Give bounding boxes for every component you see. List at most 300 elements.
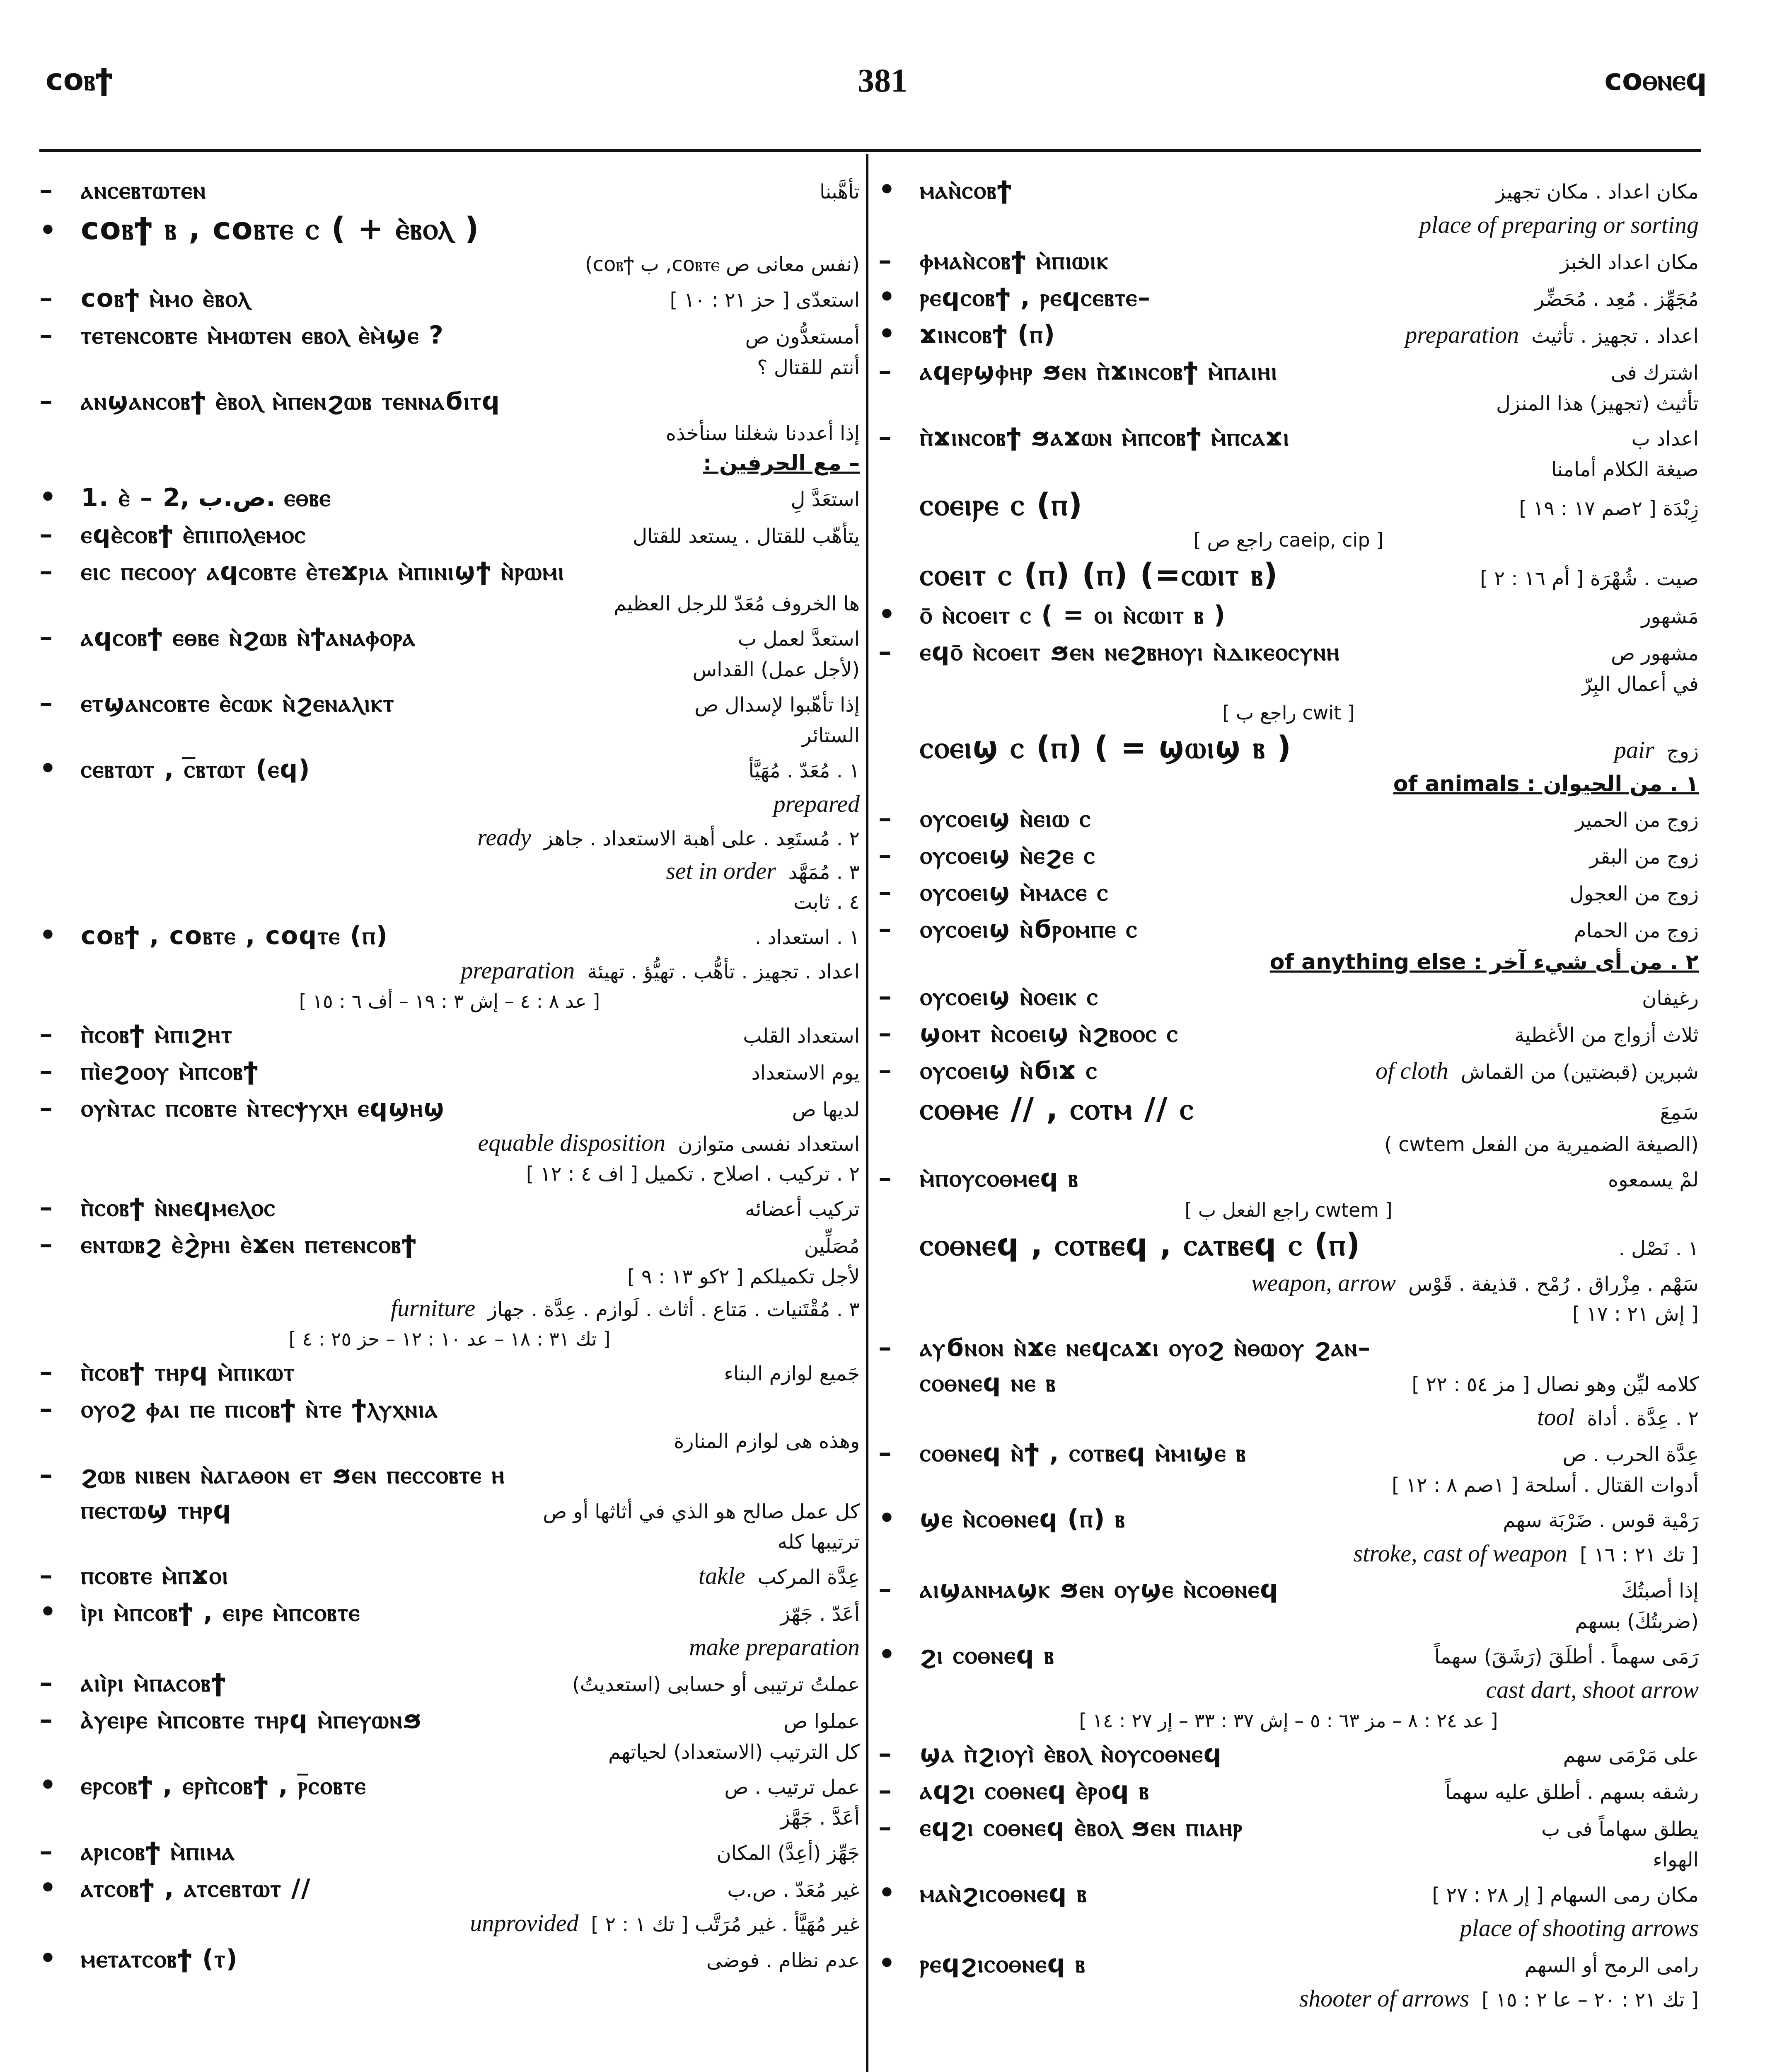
entry-bullet: – <box>878 1331 892 1363</box>
entry-line <box>878 1437 1699 1468</box>
coptic-headword: ⲥⲟⲑⲛⲉϥ ⲛ̀ϯ , ⲥⲟⲧⲃⲉϥ ⲙ̀ⲙⲓϣⲉ ⲃ <box>920 1438 1247 1467</box>
english-gloss: pair <box>1614 736 1654 763</box>
coptic-headword: ⲁⲛϣⲁⲛⲥⲟⲃϯ ⲉ̀ⲃⲟⲗ ⲙ̀ⲡⲉⲛϩⲱⲃ ⲧⲉⲛⲛⲁϭⲓⲧϥ <box>81 387 500 416</box>
arabic-gloss: غير مُعَدّ . ص.ب <box>727 1878 860 1902</box>
coptic-headword: ⲉⲧϣⲁⲛⲥⲟⲃⲧⲉ ⲉ̀ⲥⲱⲕ ⲛ̀ϩⲉⲛⲁⲗⲓⲕⲧ <box>81 689 395 718</box>
coptic-headword: ⲥⲟⲉⲓⲧ ⲥ (ⲡ) (ⲡ) (=ⲥⲱⲓⲧ ⲃ) <box>920 557 1279 593</box>
dictionary-entry <box>878 1848 1699 1871</box>
arabic-gloss: أعَدّ . جَهّز <box>780 1602 860 1626</box>
english-gloss: shooter of arrows <box>1299 1985 1470 2012</box>
entry-bullet: – <box>878 913 892 944</box>
dictionary-entry <box>39 1872 860 1903</box>
coptic-headword: ⲙ̀ⲡⲟⲩⲥⲟⲑⲙⲉϥ ⲃ <box>920 1164 1079 1193</box>
arabic-gloss: استعدّى [ حز ٢١ : ١٠ ] <box>670 288 860 312</box>
coptic-headword: ⲥⲉⲃⲧⲱⲧ , ⲥ̅ⲃⲧⲱⲧ (ⲉϥ) <box>81 755 311 784</box>
entry-line <box>878 1639 1699 1670</box>
coptic-headword: ⲁⲛⲥⲉⲃⲧⲱⲧⲉⲛ <box>81 176 207 205</box>
arabic-gloss: رامى الرمح أو السهم <box>1524 1954 1699 1977</box>
entry-bullet: – <box>39 621 53 652</box>
dictionary-entry <box>39 451 860 476</box>
scripture-reference: [ عد ٢٤ : ٨ – مز ٦٣ : ٥ – إش ٣٧ : ٣٣ – إر ٢٧ : ١٤ ] <box>1079 1709 1498 1732</box>
english-gloss: equable disposition <box>478 1129 666 1156</box>
running-head-left: coⲃϯ <box>46 62 113 97</box>
entry-bullet: – <box>878 421 892 452</box>
dictionary-entry <box>878 1091 1699 1127</box>
entry-line <box>878 1091 1699 1127</box>
entry-line <box>878 557 1699 593</box>
english-gloss: tool <box>1537 1404 1575 1431</box>
entry-bullet: – <box>878 1054 892 1085</box>
right-column <box>878 174 1699 2018</box>
section-heading <box>39 451 860 476</box>
dictionary-entry <box>39 592 860 615</box>
arabic-gloss: يطلق سهاماً فى ب <box>1541 1818 1699 1841</box>
entry-line <box>39 211 860 247</box>
entry-line <box>39 823 860 851</box>
arabic-gloss: عملتُ ترتيبى أو حسابى (استعديتُ) <box>572 1673 860 1696</box>
dictionary-entry <box>878 392 1699 415</box>
entry-bullet: – <box>39 1667 53 1698</box>
entry-line <box>39 1704 860 1735</box>
arabic-gloss: مشهور ص <box>1611 642 1699 665</box>
dictionary-entry <box>878 1877 1699 1908</box>
entry-line <box>39 1872 860 1903</box>
entry-bullet: – <box>39 1704 53 1735</box>
entry-line <box>878 1573 1699 1604</box>
dictionary-entry <box>39 253 860 276</box>
dictionary-entry <box>39 482 860 513</box>
entry-bullet: – <box>39 1356 53 1387</box>
dictionary-entry <box>878 211 1699 239</box>
arabic-gloss: مُجَهِّز . مُعِد . مُحَضِّر <box>1535 288 1699 311</box>
arabic-gloss: ٢ . عِدَّة . أداة <box>1587 1407 1699 1430</box>
dictionary-entry <box>39 1018 860 1049</box>
dictionary-entry <box>878 174 1699 205</box>
arabic-gloss: [ إش ٢١ : ١٧ ] <box>1572 1302 1699 1326</box>
entry-line <box>39 1092 860 1123</box>
coptic-headword: ⲉϥⲉ̀ⲥⲟⲃϯ ⲉ̀ⲡⲓⲡⲟⲗⲉⲙⲟⲥ <box>81 520 307 549</box>
dictionary-entry <box>878 1774 1699 1806</box>
entry-line <box>878 421 1699 452</box>
entry-line <box>39 1596 860 1627</box>
dictionary-entry <box>39 891 860 914</box>
dictionary-entry <box>878 1054 1699 1085</box>
arabic-gloss: تأهَّبنا <box>820 180 860 203</box>
coptic-headword: ⲁⲣⲓⲥⲟⲃϯ ⲙ̀ⲡⲓⲙⲁ <box>81 1837 235 1866</box>
coptic-headword: ⲁϥⲉⲣϣⲫⲏⲣ ϧⲉⲛ ⲡ̀ϫⲓⲛⲥⲟⲃϯ ⲙ̀ⲡⲁⲓⲏⲓ <box>920 357 1278 386</box>
coptic-headword: ⲣⲉϥϩⲓⲥⲟⲑⲛⲉϥ ⲃ <box>920 1949 1086 1978</box>
coptic-headword: ⲡ̀ⲥⲟⲃϯ ⲙ̀ⲡⲓϩⲏⲧ <box>81 1020 233 1049</box>
entry-bullet: – <box>878 876 892 907</box>
entry-line <box>878 802 1699 833</box>
arabic-gloss: (ضربتُكَ) بسهم <box>1575 1610 1699 1633</box>
entry-line <box>878 980 1699 1012</box>
coptic-headword: ⲟⲩⲥⲟⲉⲓϣ ⲛ̀ⲉϩⲉ ⲥ <box>920 841 1096 870</box>
english-gloss: preparation <box>461 957 575 984</box>
dictionary-entry <box>39 356 860 379</box>
entry-bullet: – <box>39 319 53 350</box>
dictionary-entry <box>878 1368 1699 1397</box>
arabic-gloss: (نفس معانى ص coⲃⲧⲉ, ب coⲃϯ) <box>585 253 860 276</box>
entry-bullet: – <box>39 1459 53 1490</box>
dictionary-entry <box>878 1914 1699 1942</box>
coptic-headword: ⲥⲟⲉⲓϣ ⲥ (ⲡ) ( = ϣⲱⲓϣ ⲃ ) <box>920 730 1292 765</box>
english-gloss: furniture <box>391 1295 476 1322</box>
coptic-headword: ϣⲁ ⲡ̀ϩⲓⲟⲩⲓ̀ ⲉ̀ⲃⲟⲗ ⲛ̀ⲟⲩⲥⲟⲑⲛⲉϥ <box>920 1739 1222 1768</box>
dictionary-entry <box>878 1503 1699 1534</box>
scripture-reference: [ تك ٣١ : ١٨ – عد ١٠ : ١٢ – حز ٢٥ : ٤ ] <box>288 1328 611 1350</box>
dictionary-entry <box>878 557 1699 593</box>
arabic-gloss: استعَدَّ لِ <box>791 488 860 511</box>
english-gloss: ready <box>477 824 532 851</box>
arabic-gloss: على مَرْمَى سهم <box>1563 1744 1699 1767</box>
dictionary-entry <box>39 1633 860 1661</box>
entry-line <box>878 1774 1699 1806</box>
dictionary-entry <box>878 772 1699 796</box>
entry-line <box>39 555 860 586</box>
coptic-headword: ϩⲓ ⲥⲟⲑⲛⲉϥ ⲃ <box>920 1641 1055 1670</box>
dictionary-entry <box>39 956 860 984</box>
coptic-headword: ⲁⲓϣⲁⲛⲙⲁϣⲕ ϧⲉⲛ ⲟⲩϣⲉ ⲛ̀ⲥⲟⲑⲛⲉϥ <box>920 1575 1279 1604</box>
entry-line <box>878 174 1699 205</box>
entry-line <box>39 1393 860 1424</box>
entry-line <box>39 1943 860 1974</box>
coptic-headword: coⲃϯ ⲙ̀ⲙⲟ ⲉ̀ⲃⲟⲗ <box>81 284 250 313</box>
dictionary-entry <box>39 1265 860 1288</box>
section-heading-text: ١ . من الحيوان : of animals <box>1393 772 1699 796</box>
coptic-headword: ⲡⲓ̀ⲉϩⲟⲟⲩ ⲙ̀ⲡⲥⲟⲃϯ <box>81 1057 259 1086</box>
arabic-gloss: عدم نظام . فوضى <box>706 1949 860 1972</box>
dictionary-entry <box>39 1943 860 1974</box>
coptic-headword: ⲉϥϩⲓ ⲥⲟⲑⲛⲉϥ ⲉ̀ⲃⲟⲗ ϧⲉⲛ ⲡⲓⲁⲏⲣ <box>920 1813 1243 1842</box>
dictionary-entry <box>878 1639 1699 1670</box>
coptic-headword: ⲥⲟⲉⲓⲣⲉ ⲥ (ⲡ) <box>920 487 1083 523</box>
arabic-gloss: يتأهّب للقتال . يستعد للقتال <box>633 525 860 548</box>
dictionary-entry <box>878 318 1699 349</box>
coptic-headword: ⲟ̄ ⲛ̀ⲥⲟⲉⲓⲧ ⲥ ( = ⲟⲓ ⲛ̀ⲥⲱⲓⲧ ⲃ ) <box>920 600 1226 629</box>
coptic-headword: ⲡ̀ⲥⲟⲃϯ ⲧⲏⲣϥ ⲙ̀ⲡⲓⲕⲱⲧ <box>81 1358 295 1387</box>
entry-bullet: • <box>878 1948 895 1979</box>
arabic-gloss: يوم الاستعداد <box>751 1061 860 1084</box>
entry-bullet: – <box>39 555 53 586</box>
entry-bullet: • <box>39 215 56 246</box>
entry-line <box>39 753 860 784</box>
entry-line <box>39 1228 860 1259</box>
dictionary-entry <box>878 1331 1699 1363</box>
entry-line <box>878 913 1699 944</box>
dictionary-entry <box>878 1199 1699 1221</box>
entry-line <box>39 687 860 718</box>
dictionary-entry <box>878 421 1699 452</box>
dictionary-entry <box>39 282 860 313</box>
coptic-headword: ϣⲟⲙⲧ ⲛ̀ⲥⲟⲉⲓϣ ⲛ̀ϩⲃⲟⲟⲥ ⲥ <box>920 1019 1179 1048</box>
coptic-headword: coⲃϯ ⲃ , coⲃⲧⲉ ⲥ ( + ⲉ̀ⲃⲟⲗ ) <box>81 211 480 247</box>
arabic-gloss: سَمِعَ <box>1660 1101 1699 1124</box>
entry-bullet: – <box>39 518 53 549</box>
entry-line <box>39 482 860 513</box>
arabic-gloss: عملوا ص <box>783 1710 860 1733</box>
coptic-headword: ⲁϥⲥⲟⲃϯ ⲉⲑⲃⲉ ⲛ̀ϩⲱⲃ ⲛ̀ϯⲁⲛⲁⲫⲟⲣⲁ <box>81 623 416 652</box>
dictionary-entry <box>39 1356 860 1387</box>
page-number: 381 <box>858 63 907 99</box>
english-gloss: preparation <box>1405 321 1519 348</box>
dictionary-entry <box>39 1530 860 1554</box>
scripture-reference: [ راجع الفعل ب cwtem ] <box>1185 1199 1393 1221</box>
entry-line <box>878 730 1699 766</box>
arabic-gloss: زوج من البقر <box>1589 845 1699 869</box>
coptic-headword: ⲙⲁⲛ̀ⲥⲟⲃϯ <box>920 176 1013 205</box>
dictionary-entry <box>878 950 1699 975</box>
arabic-gloss: في أعمال البِرّ <box>1582 673 1699 696</box>
entry-line <box>39 891 860 914</box>
dictionary-entry <box>39 555 860 586</box>
dictionary-entry <box>39 1129 860 1157</box>
entry-bullet: – <box>878 1017 892 1048</box>
coptic-headword: ⲥⲟⲑⲛⲉϥ ⲛⲉ ⲃ <box>920 1368 1056 1397</box>
arabic-gloss: أمستعدُّون ص <box>745 325 860 349</box>
arabic-gloss: أدوات القتال . أسلحة [ ١صم ٨ : ١٢ ] <box>1392 1474 1699 1497</box>
left-column <box>39 174 860 1980</box>
dictionary-entry <box>39 211 860 247</box>
arabic-gloss: كل الترتيب (الاستعداد) لحياتهم <box>608 1740 860 1764</box>
arabic-gloss: مكان اعداد الخبز <box>1560 251 1699 274</box>
arabic-gloss: ١ . نَصْل . <box>1618 1237 1699 1260</box>
arabic-gloss: جَهِّز (أعِدَّ) المكان <box>716 1842 860 1865</box>
dictionary-entry <box>878 1269 1699 1297</box>
entry-bullet: • <box>878 1877 895 1908</box>
entry-bullet: – <box>39 174 53 205</box>
coptic-headword: ⲁϥϩⲓ ⲥⲟⲑⲛⲉϥ ⲉ̀ⲣⲟϥ ⲃ <box>920 1776 1150 1805</box>
section-heading <box>878 950 1699 975</box>
arabic-gloss: (الصيغة الضميرية من الفعل cwtem ) <box>1384 1133 1699 1156</box>
entry-bullet: – <box>878 636 892 667</box>
arabic-gloss: لمْ يسمعوه <box>1608 1168 1699 1191</box>
entry-line <box>39 1559 860 1590</box>
entry-bullet: • <box>39 1943 56 1974</box>
arabic-gloss: [ تك ٢١ : ١٦ ] <box>1580 1543 1699 1566</box>
dictionary-entry <box>878 730 1699 766</box>
coptic-headword: ⲥⲟⲑⲙⲉ // , ⲥⲟⲧⲙ // ⲥ <box>920 1091 1194 1127</box>
entry-bullet: • <box>878 1503 895 1534</box>
entry-bullet: • <box>878 1639 895 1670</box>
dictionary-entry <box>878 1227 1699 1263</box>
coptic-headword: ⲟⲩⲥⲟⲉⲓϣ ⲛ̀ϭⲣⲟⲙⲡⲉ ⲥ <box>920 915 1138 944</box>
coptic-headword: ⲡⲥⲟⲃⲧⲉ ⲙ̀ⲡϫⲟⲓ <box>81 1561 229 1590</box>
arabic-gloss: رَمَى سهماً . أطلَقَ (رَشَقَ) سهماً <box>1434 1645 1699 1668</box>
dictionary-entry <box>878 487 1699 523</box>
entry-bullet: – <box>39 385 53 416</box>
entry-bullet: • <box>39 1769 56 1801</box>
dictionary-entry <box>878 458 1699 481</box>
dictionary-entry <box>878 1162 1699 1193</box>
entry-line <box>878 1331 1699 1363</box>
arabic-gloss: ١ . مُعَدّ . مُهَيَّأ <box>748 759 860 782</box>
dictionary-entry <box>39 687 860 718</box>
dictionary-entry <box>39 857 860 885</box>
dictionary-entry <box>878 1811 1699 1842</box>
arabic-gloss: تأثيث (تجهيز) هذا المنزل <box>1496 392 1699 415</box>
dictionary-entry <box>39 790 860 818</box>
coptic-headword: ⲁⲧⲥⲟⲃϯ , ⲁⲧⲥⲉⲃⲧⲱⲧ // <box>81 1874 311 1903</box>
entry-line <box>878 1227 1699 1263</box>
entry-bullet: – <box>878 244 892 276</box>
entry-line <box>39 1018 860 1049</box>
entry-bullet: • <box>39 920 56 951</box>
entry-line <box>878 1948 1699 1979</box>
arabic-gloss: استعداد القلب <box>743 1024 860 1048</box>
dictionary-entry <box>39 1393 860 1424</box>
dictionary-entry <box>878 636 1699 667</box>
coptic-headword: ⲁⲓⲓ̀ⲣⲓ ⲙ̀ⲡⲁⲥⲟⲃϯ <box>81 1668 227 1697</box>
entry-line <box>39 1459 860 1490</box>
entry-line <box>878 318 1699 349</box>
coptic-headword: ⲡ̀ⲥⲟⲃϯ ⲛ̀ⲛⲉϥⲙⲉⲗⲟⲥ <box>81 1193 276 1222</box>
arabic-gloss: صيغة الكلام أمامنا <box>1551 458 1699 481</box>
dictionary-entry <box>39 621 860 652</box>
entry-bullet: – <box>878 1738 892 1769</box>
entry-line <box>39 282 860 313</box>
arabic-gloss: زوج من الحمير <box>1575 808 1699 832</box>
entry-line <box>878 1403 1699 1431</box>
dictionary-entry <box>39 1667 860 1698</box>
entry-line <box>878 281 1699 312</box>
entry-bullet: – <box>39 1191 53 1222</box>
coptic-headword: ⲡ̀ϫⲓⲛⲥⲟⲃϯ ϧⲁϫⲱⲛ ⲙ̀ⲡⲥⲟⲃϯ ⲙ̀ⲡⲥⲁϫⲓ <box>920 423 1290 452</box>
coptic-headword: ⲉϥⲟ̄ ⲛ̀ⲥⲟⲉⲓⲧ ϧⲉⲛ ⲛⲉϩⲃⲏⲟⲩⲓ ⲛ̀ⲇⲓⲕⲉⲟⲥⲩⲛⲏ <box>920 637 1340 666</box>
entry-line <box>39 1667 860 1698</box>
arabic-gloss: عِدَّة المركب <box>757 1566 860 1589</box>
english-gloss: weapon, arrow <box>1251 1269 1396 1296</box>
entry-line <box>878 599 1699 630</box>
dictionary-entry <box>39 1704 860 1735</box>
arabic-gloss: مُصَلِّين <box>804 1234 860 1258</box>
entry-bullet: • <box>878 281 895 312</box>
coptic-headword: coⲃϯ , coⲃⲧⲉ , coϥⲧⲉ (ⲡ) <box>81 921 389 950</box>
arabic-gloss: ٤ . ثابت <box>793 891 860 914</box>
entry-line <box>39 385 860 416</box>
dictionary-entry <box>39 1740 860 1764</box>
dictionary-entry <box>878 839 1699 870</box>
dictionary-entry <box>39 385 860 416</box>
arabic-gloss: اعداد ب <box>1631 427 1699 450</box>
dictionary-entry <box>39 1596 860 1627</box>
entry-line <box>878 244 1699 276</box>
dictionary-entry <box>39 1496 860 1525</box>
entry-line <box>878 1054 1699 1085</box>
dictionary-entry <box>878 1676 1699 1704</box>
arabic-gloss: اشترك فى <box>1610 361 1699 385</box>
arabic-gloss: رشقه بسهم . أطلق عليه سهماً <box>1445 1781 1699 1804</box>
dictionary-entry <box>878 876 1699 907</box>
dictionary-entry <box>878 1437 1699 1468</box>
dictionary-entry <box>39 174 860 205</box>
coptic-headword: ϣⲉ ⲛ̀ⲥⲟⲑⲛⲉϥ (ⲡ) ⲃ <box>920 1504 1126 1533</box>
dictionary-entry <box>39 1909 860 1937</box>
dictionary-entry <box>878 1985 1699 2012</box>
header-rule <box>39 149 1701 152</box>
entry-line <box>878 839 1699 870</box>
entry-line <box>878 1269 1699 1297</box>
english-gloss: cast dart, shoot arrow <box>1486 1676 1699 1703</box>
dictionary-entry <box>39 1806 860 1830</box>
coptic-headword: ⲥⲟⲑⲛⲉϥ , ⲥⲟⲧⲃⲉϥ , ⲥⲁⲧⲃⲉϥ ⲥ (ⲡ) <box>920 1227 1361 1263</box>
arabic-gloss: وهذه هى لوازم المنارة <box>674 1430 860 1453</box>
entry-line <box>39 1191 860 1222</box>
entry-line <box>878 1811 1699 1842</box>
dictionary-entry <box>39 1559 860 1590</box>
entry-line <box>39 920 860 951</box>
coptic-headword: ⲉⲓⲥ ⲡⲉⲥⲟⲟⲩ ⲁϥⲥⲟⲃⲧⲉ ⲉ̀ⲧⲉϫⲣⲓⲁ ⲙ̀ⲡⲓⲛⲓϣϯ ⲛ̀ⲣⲱⲙⲓ <box>81 557 565 586</box>
dictionary-entry <box>39 823 860 851</box>
arabic-gloss: إذا تأهّبوا لإسدال ص <box>694 693 860 716</box>
english-gloss: takle <box>698 1562 745 1589</box>
scripture-reference: [ راجع ص caeip, cip ] <box>1193 529 1384 551</box>
arabic-gloss: استعدَّ لعمل ب <box>738 627 860 651</box>
entry-line <box>39 1129 860 1157</box>
entry-bullet: – <box>39 1055 53 1086</box>
arabic-gloss: ٣ . مُقْتَنيات . مَتاع . أثاث . لَوازم . عِدَّة . جهاز <box>488 1298 860 1321</box>
entry-line <box>878 1503 1699 1534</box>
dictionary-entry <box>39 1162 860 1186</box>
arabic-gloss: لديها ص <box>792 1098 860 1121</box>
entry-line <box>39 1835 860 1866</box>
entry-line <box>39 956 860 984</box>
dictionary-entry <box>878 1539 1699 1567</box>
dictionary-entry <box>39 990 860 1012</box>
entry-line <box>39 174 860 205</box>
dictionary-entry <box>878 355 1699 386</box>
entry-bullet: – <box>878 802 892 833</box>
entry-bullet: – <box>878 1573 892 1604</box>
arabic-gloss: مكان رمى السهام [ إر ٢٨ : ٢٧ ] <box>1432 1883 1699 1907</box>
dictionary-entry <box>878 913 1699 944</box>
entry-line <box>878 487 1699 523</box>
dictionary-entry <box>878 1017 1699 1048</box>
coptic-headword: ⲉⲣⲥⲟⲃϯ , ⲉⲣⲡ̀ⲥⲟⲃϯ , ⲣ̅ⲥⲟⲃⲧⲉ <box>81 1771 367 1800</box>
entry-line <box>39 1909 860 1937</box>
coptic-headword: ⲟⲩⲥⲟⲉⲓϣ ⲙ̀ⲙⲁⲥⲉ ⲥ <box>920 878 1109 907</box>
dictionary-entry <box>878 281 1699 312</box>
arabic-gloss: مَشهور <box>1641 605 1699 628</box>
arabic-gloss: زوج <box>1666 740 1699 763</box>
dictionary-entry <box>39 1092 860 1123</box>
entry-bullet: – <box>39 687 53 718</box>
arabic-gloss: رغيفان <box>1642 987 1699 1010</box>
english-gloss: make preparation <box>689 1634 860 1661</box>
entry-line <box>39 518 860 549</box>
coptic-headword: ⲟⲩⲛ̀ⲧⲁⲥ ⲡⲥⲟⲃⲧⲉ ⲛ̀ⲧⲉⲥⲯⲩⲭⲏ ⲉϥϣⲏϣ <box>81 1094 445 1123</box>
coptic-headword: ⲓ̀ⲣⲓ ⲙ̀ⲡⲥⲟⲃϯ , ⲉⲓⲣⲉ ⲙ̀ⲡⲥⲟⲃⲧⲉ <box>81 1598 361 1627</box>
dictionary-entry <box>39 658 860 681</box>
arabic-gloss: ها الخروف مُعَدّ للرجل العظيم <box>614 592 860 615</box>
entry-line <box>878 1162 1699 1193</box>
scripture-reference: [ عد ٨ : ٤ – إش ٣ : ١٩ – أف ٦ : ١٥ ] <box>299 990 600 1012</box>
arabic-gloss: عمل ترتيب . ص <box>724 1776 860 1799</box>
coptic-headword: ⲁⲩϭⲛⲟⲛ ⲛ̀ϫⲉ ⲛⲉϥⲥⲁϫⲓ ⲟⲩⲟϩ ⲛ̀ⲑⲱⲟⲩ ϩⲁⲛ– <box>920 1333 1371 1362</box>
dictionary-entry <box>39 724 860 747</box>
dictionary-entry <box>39 1228 860 1259</box>
entry-line <box>878 1738 1699 1769</box>
coptic-headword: ⲡⲉⲥⲧⲱϣ ⲧⲏⲣϥ <box>81 1496 232 1525</box>
coptic-headword: ⲟⲩⲟϩ ⲫⲁⲓ ⲡⲉ ⲡⲓⲥⲟⲃϯ ⲛ̀ⲧⲉ ϯⲗⲩⲭⲛⲓⲁ <box>81 1394 438 1423</box>
arabic-gloss: تركيب أعضائه <box>745 1198 860 1221</box>
dictionary-entry <box>878 529 1699 551</box>
coptic-headword: ⲙⲉⲧⲁⲧⲥⲟⲃϯ (ⲧ) <box>81 1944 238 1973</box>
entry-bullet: – <box>878 1162 892 1193</box>
coptic-headword: ⲫⲙⲁⲛ̀ⲥⲟⲃϯ ⲙ̀ⲡⲓⲱⲓⲕ <box>920 246 1109 275</box>
arabic-gloss: إذا أصبتُكَ <box>1621 1579 1699 1602</box>
arabic-gloss: أنتم للقتال ؟ <box>757 356 860 379</box>
